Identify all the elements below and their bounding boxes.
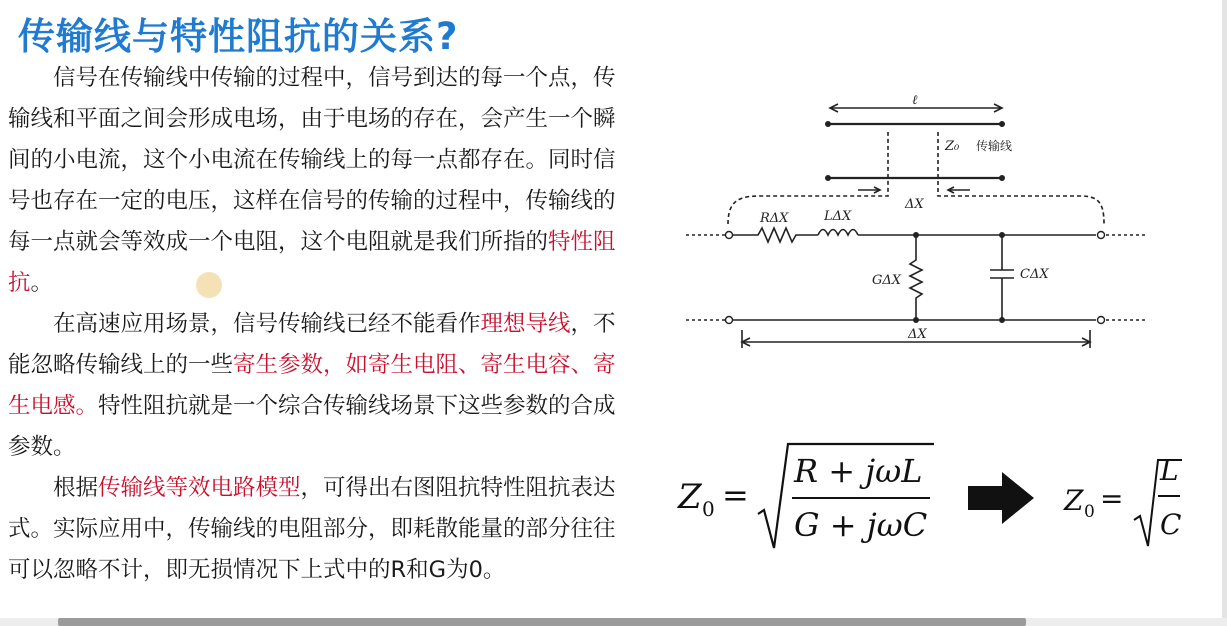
highlight-circuit-model: 传输线等效电路模型	[98, 475, 301, 501]
transmission-line-circuit-diagram	[680, 92, 1160, 362]
formula-z-sub: 0	[702, 497, 715, 521]
formula-rhs-numerator: L	[1160, 454, 1179, 487]
g-label: GΔX	[872, 273, 902, 288]
window-edge	[1222, 0, 1227, 626]
formula-numerator: R + jωL	[794, 452, 923, 490]
z0-label: Z₀	[945, 139, 960, 154]
formula-rhs-z: Z	[1064, 484, 1084, 517]
dx-bottom-label: ΔX	[908, 327, 927, 342]
body-text	[8, 58, 620, 591]
r-label: RΔX	[760, 211, 789, 226]
c-label: CΔX	[1020, 267, 1049, 282]
mouse-cursor-highlight	[196, 272, 222, 298]
dx-top-label: ΔX	[905, 197, 924, 212]
horizontal-scrollbar-thumb[interactable]	[58, 618, 1026, 626]
page-title: 传输线与特性阻抗的关系?	[18, 15, 459, 58]
formula-z: Z	[678, 477, 702, 517]
formula-rhs-z-sub: 0	[1084, 502, 1095, 522]
length-label: ℓ	[912, 93, 918, 108]
right-arrow-icon	[968, 472, 1034, 524]
formula-rhs-equals: =	[1100, 482, 1124, 515]
formula-equals: =	[722, 476, 749, 514]
paragraph-2: 在高速应用场景，信号传输线已经不能看作理想导线，不能忽略传输线上的一些寄生参数，如寄生电阻、寄生电容、寄生电感。特性阻抗就是一个综合传输线场景下这些参数的合成参数。	[8, 311, 616, 460]
resistor-r	[732, 228, 818, 242]
paragraph-3: 根据传输线等效电路模型，可得出右图阻抗特性阻抗表达式。实际应用中，传输线的电阻部分，即耗散能量的部分往往可以忽略不计，即无损情况下上式中的R和G为0。	[8, 475, 616, 583]
paragraph-1: 信号在传输线中传输的过程中，信号到达的每一个点，传输线和平面之间会形成电场，由于电场的存在，会产生一个瞬间的小电流，这个小电流在传输线上的每一点都存在。同时信号也存在一定的电压，这样在信号的传输的过程中，传输线的每一点就会等效成一个电阻，这个电阻就是我们所指的特性阻抗。	[8, 65, 616, 296]
transmission-line-label: 传输线	[976, 139, 1013, 153]
highlight-ideal-wire: 理想导线	[480, 311, 571, 337]
formula-rhs-denominator: C	[1160, 508, 1182, 541]
conductance-g	[910, 235, 922, 320]
impedance-formula	[672, 440, 1212, 555]
formula-denominator: G + jωC	[794, 506, 928, 544]
inductor-l	[818, 230, 858, 236]
highlight-parasitic-params: 寄生参数，如寄生电阻、寄生电容、寄生电感。	[8, 352, 616, 419]
l-label: LΔX	[824, 209, 852, 224]
highlight-characteristic-impedance: 特性阻抗	[8, 229, 616, 296]
